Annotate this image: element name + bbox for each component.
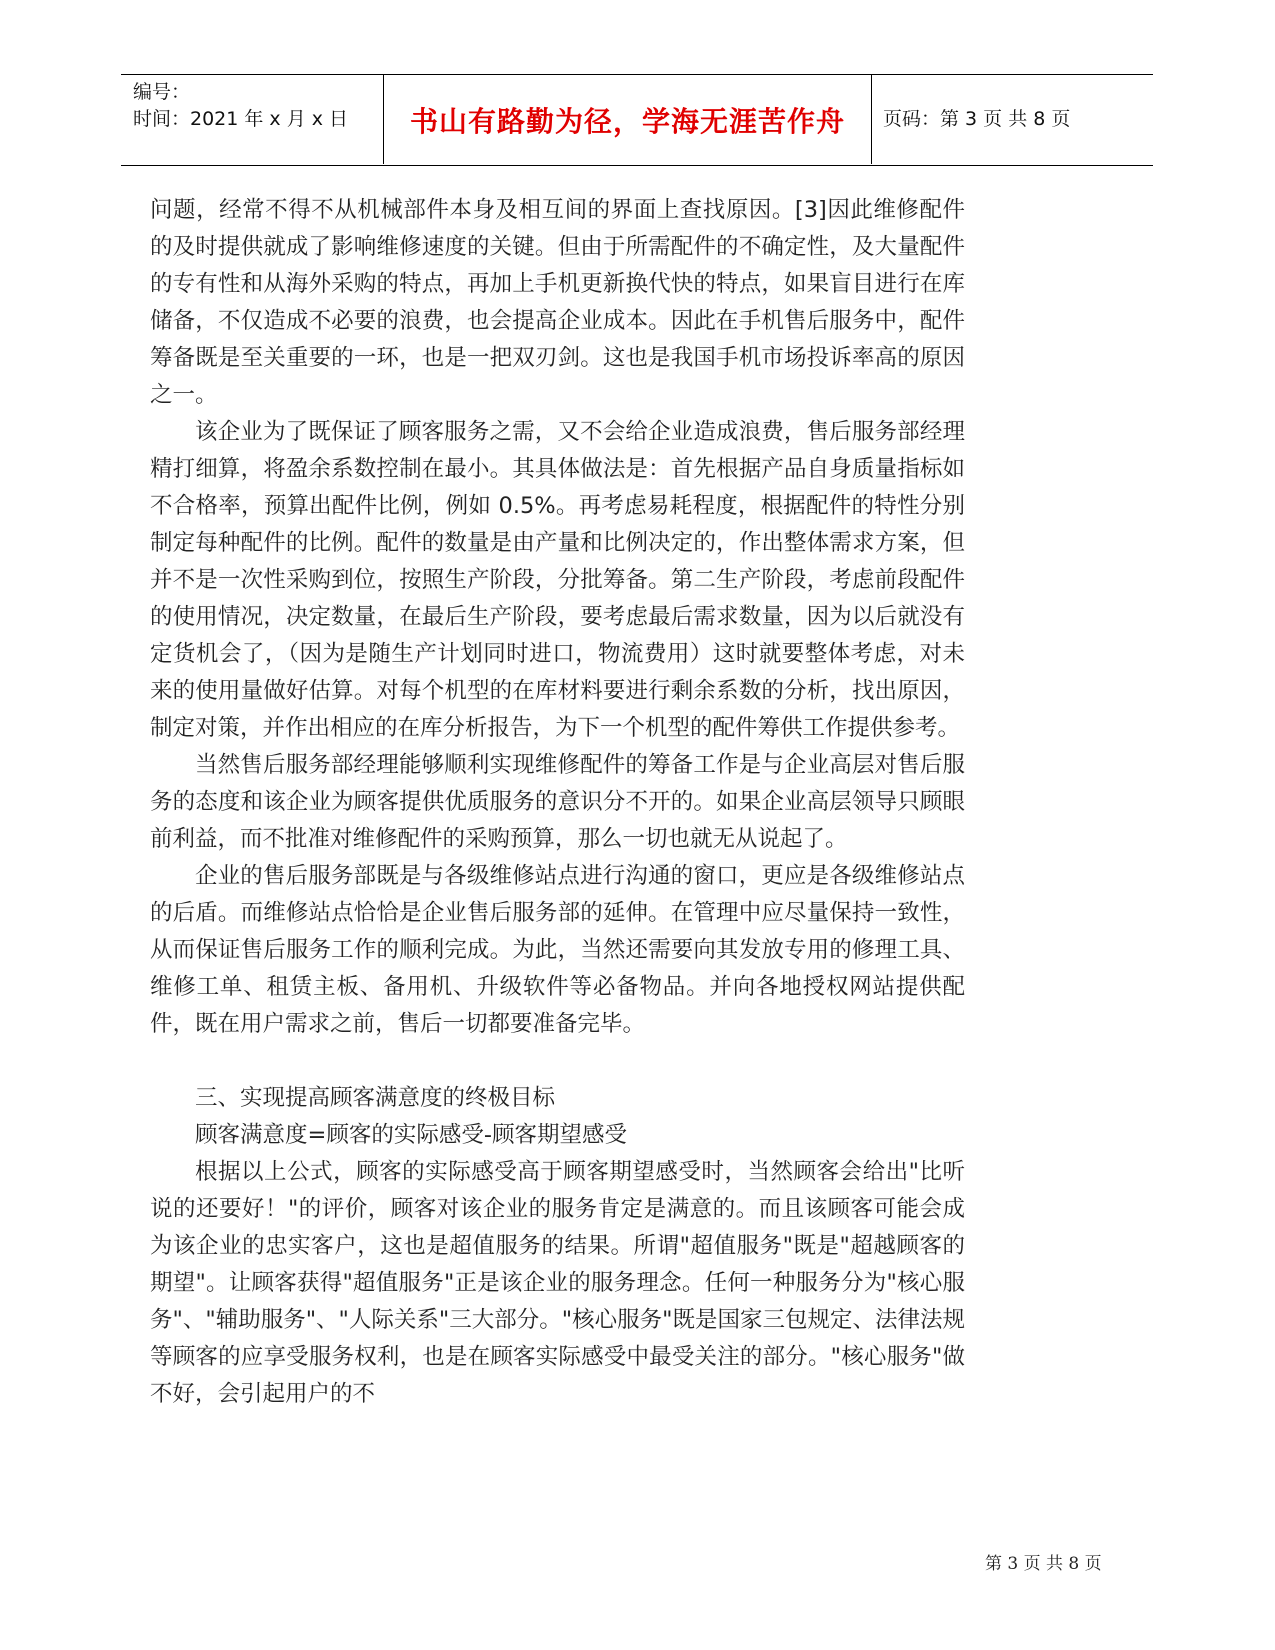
paragraph-continued: 问题，经常不得不从机械部件本身及相互间的界面上查找原因。[3]因此维修配件的及时提供就成了影响维修速度的关键。但由于所需配件的不确定性，及大量配件的专有性和从海外采购的特点，再加上手机更新换代快的特点，如果盲目进行在库储备，不仅造成不必要的浪费，也会提高企业成本。因此在手机售后服务中，配件筹备既是至关重要的一环，也是一把双刃剑。这也是我国手机市场投诉率高的原因之一。: [150, 197, 965, 408]
header-page-code: 页码：第 3 页 共 8 页: [883, 108, 1071, 130]
page-header: [121, 74, 1153, 166]
page-footer-number: 第 3 页 共 8 页: [985, 1554, 1102, 1574]
document-body: [150, 192, 965, 1413]
formula-line: 顾客满意度=顾客的实际感受-顾客期望感受: [195, 1122, 627, 1148]
section-heading: 三、实现提高顾客满意度的终极目标: [195, 1085, 556, 1111]
paragraph: 根据以上公式，顾客的实际感受高于顾客期望感受时，当然顾客会给出"比听说的还要好！"的评价，顾客对该企业的服务肯定是满意的。而且该顾客可能会成为该企业的忠实客户，这也是超值服务的结果。所谓"超值服务"既是"超越顾客的期望"。让顾客获得"超值服务"正是该企业的服务理念。任何一种服务分为"核心服务"、"辅助服务"、"人际关系"三大部分。"核心服务"既是国家三包规定、法律法规等顾客的应享受服务权利，也是在顾客实际感受中最受关注的部分。"核心服务"做不好，会引起用户的不: [150, 1159, 965, 1407]
document-number-label: 编号：: [133, 81, 191, 103]
header-motto: 书山有路勤为径，学海无涯苦作舟: [383, 75, 872, 164]
document-time-label: 时间：2021 年 x 月 x 日: [133, 108, 349, 130]
paragraph: 当然售后服务部经理能够顺利实现维修配件的筹备工作是与企业高层对售后服务的态度和该企业为顾客提供优质服务的意识分不开的。如果企业高层领导只顾眼前利益，而不批准对维修配件的采购预算，那么一切也就无从说起了。: [150, 752, 965, 852]
header-meta: [133, 79, 381, 133]
paragraph: 企业的售后服务部既是与各级维修站点进行沟通的窗口，更应是各级维修站点的后盾。而维修站点恰恰是企业售后服务部的延伸。在管理中应尽量保持一致性，从而保证售后服务工作的顺利完成。为此，当然还需要向其发放专用的修理工具、维修工单、租赁主板、备用机、升级软件等必备物品。并向各地授权网站提供配件，既在用户需求之前，售后一切都要准备完毕。: [150, 863, 965, 1037]
paragraph: 该企业为了既保证了顾客服务之需，又不会给企业造成浪费，售后服务部经理精打细算，将盈余系数控制在最小。其具体做法是：首先根据产品自身质量指标如不合格率，预算出配件比例，例如 0.5%。再考虑易耗程度，根据配件的特性分别制定每种配件的比例。配件的数量是由产量和比例决定的，作出整体需求方案，但并不是一次性采购到位，按照生产阶段，分批筹备。第二生产阶段，考虑前段配件的使用情况，决定数量，在最后生产阶段，要考虑最后需求数量，因为以后就没有定货机会了，（因为是随生产计划同时进口，物流费用）这时就要整体考虑，对未来的使用量做好估算。对每个机型的在库材料要进行剩余系数的分析，找出原因，制定对策，并作出相应的在库分析报告，为下一个机型的配件筹供工作提供参考。: [150, 419, 965, 741]
